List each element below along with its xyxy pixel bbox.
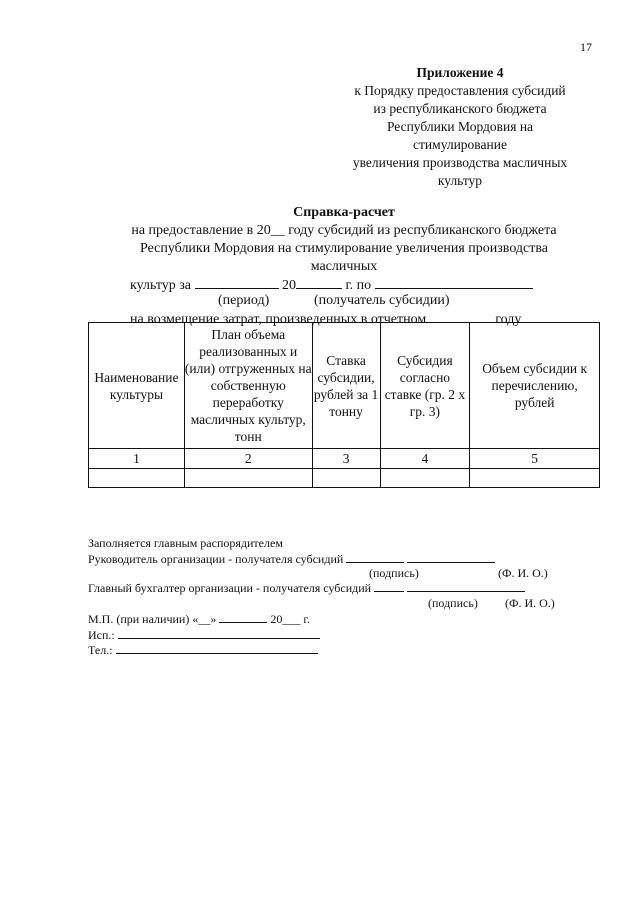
accountant-signature-line	[88, 580, 525, 596]
table-row	[89, 469, 600, 488]
head-signature-line	[88, 551, 495, 567]
year-prefix: 20	[282, 278, 297, 293]
table-cell[interactable]	[380, 469, 470, 488]
table-cell[interactable]	[89, 469, 185, 488]
page-number: 17	[580, 40, 592, 54]
intro-line-3: масличных	[310, 259, 378, 274]
table-cell[interactable]	[312, 469, 380, 488]
appendix-line: культур	[437, 173, 483, 188]
column-number: 4	[380, 449, 470, 469]
column-number: 2	[184, 449, 312, 469]
year-blank	[296, 276, 342, 289]
year-word: году	[495, 312, 522, 327]
stamp-year: 20___ г.	[270, 612, 310, 626]
caption-recipient: (получатель субсидии)	[314, 293, 450, 308]
executor-blank	[118, 627, 320, 639]
head-name-blank	[407, 551, 495, 563]
column-number: 1	[89, 449, 185, 469]
stamp-date-label: М.П. (при наличии) «__»	[88, 612, 217, 626]
appendix-line: стимулирование	[413, 137, 507, 152]
table-cell[interactable]	[184, 469, 312, 488]
acc-sign-blank	[374, 580, 404, 592]
header-crop-name: Наименование культуры	[89, 323, 185, 449]
head-name-caption: (Ф. И. О.)	[498, 566, 548, 580]
appendix-line: увеличения производства масличных	[352, 155, 568, 170]
month-blank	[219, 611, 267, 623]
head-sign-caption: (подпись)	[369, 566, 419, 580]
crops-for-label: культур за	[130, 278, 192, 293]
appendix-line: к Порядку предоставления субсидий	[354, 83, 566, 98]
executor-line	[88, 627, 320, 643]
intro-line-1: на предоставление в 20__ году субсидий из республиканского бюджета	[131, 223, 557, 238]
header-transfer-volume: Объем субсидии к перечислению, рублей	[470, 323, 600, 449]
caption-period: (период)	[218, 293, 270, 308]
intro-line-4	[130, 276, 533, 294]
head-label: Руководитель организации - получателя субсидий	[88, 552, 344, 566]
calculation-table	[88, 322, 600, 488]
executor-label: Исп.:	[88, 628, 115, 642]
acc-name-caption: (Ф. И. О.)	[505, 596, 555, 610]
table-number-row	[89, 449, 600, 469]
intro-line-2: Республики Мордовия на стимулирование увеличения производства	[139, 241, 549, 256]
accountant-label: Главный бухгалтер организации - получателя субсидий	[88, 581, 372, 595]
appendix-line: из республиканского бюджета	[373, 101, 547, 116]
acc-sign-caption: (подпись)	[428, 596, 478, 610]
filled-by-note: Заполняется главным распорядителем	[88, 536, 283, 550]
stamp-date-line	[88, 611, 310, 627]
phone-label: Тел.:	[88, 643, 113, 657]
appendix-line: Республики Мордовия на	[386, 119, 534, 134]
column-number: 3	[312, 449, 380, 469]
period-blank	[195, 276, 279, 289]
header-subsidy: Субсидия согласно ставке (гр. 2 х гр. 3)	[380, 323, 470, 449]
table-header-row	[89, 323, 600, 449]
header-plan-volume: План объема реализованных и (или) отгруженных на собственную переработку масличных культур, тонн	[184, 323, 312, 449]
acc-name-blank	[407, 580, 525, 592]
appendix-title: Приложение 4	[416, 65, 504, 80]
year-to-label: г. по	[345, 278, 372, 293]
appendix-block	[330, 64, 590, 190]
column-number: 5	[470, 449, 600, 469]
header-rate: Ставка субсидии, рублей за 1 тонну	[312, 323, 380, 449]
phone-line	[88, 642, 318, 658]
costs-label: на возмещение затрат, произведенных в отчетном	[130, 312, 427, 327]
document-title: Справка-расчет	[293, 205, 395, 220]
head-sign-blank	[346, 551, 404, 563]
recipient-blank	[375, 276, 533, 289]
phone-blank	[116, 642, 318, 654]
table-cell[interactable]	[470, 469, 600, 488]
